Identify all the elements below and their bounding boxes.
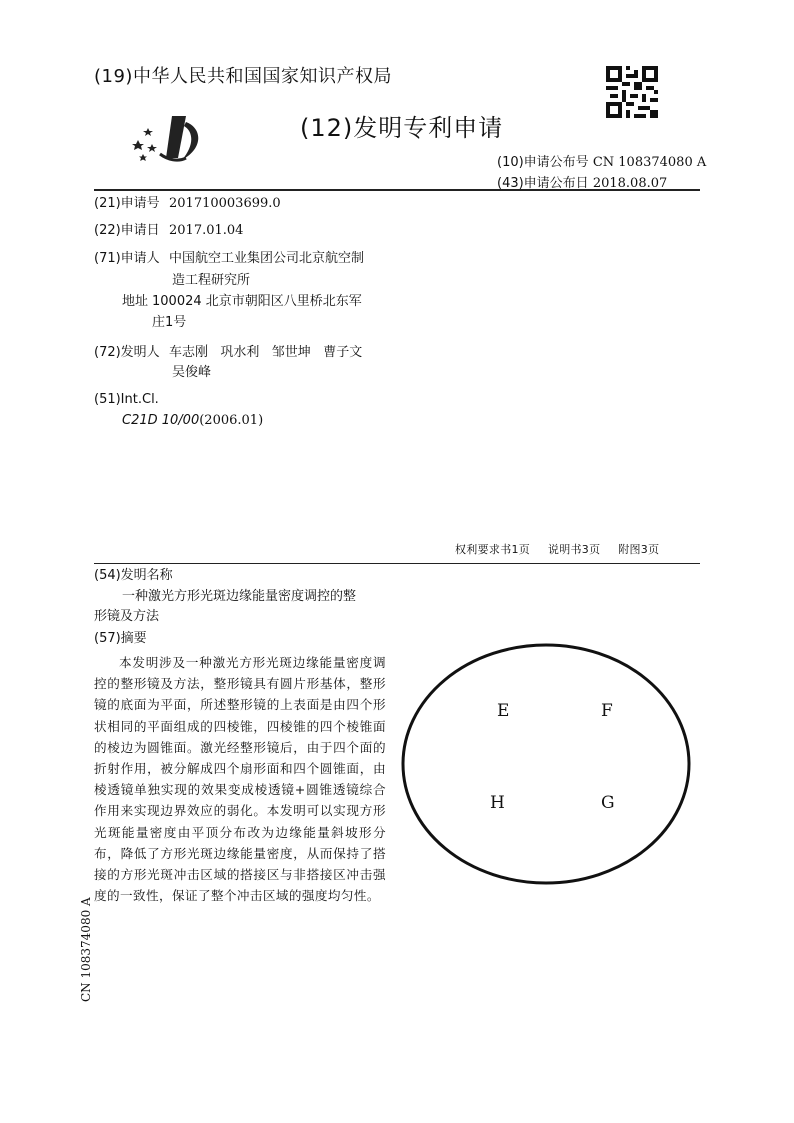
inventors-line1: 车志刚 巩水利 邹世坤 曹子文 <box>169 345 363 360</box>
address-line1: 100024 北京市朝阳区八里桥北东军 <box>152 294 362 309</box>
intcl-row <box>122 410 263 432</box>
address-label: 地址 <box>122 294 149 309</box>
publication-date-label: (43)申请公布日 <box>497 176 589 191</box>
application-number-row <box>94 193 281 215</box>
intcl-version: (2006.01) <box>199 413 264 428</box>
inventors-label: (72)发明人 <box>94 345 160 360</box>
document-type-title: (12)发明专利申请 <box>300 114 504 142</box>
office-name: (19)中华人民共和国国家知识产权局 <box>94 66 392 87</box>
abstract-label: (57)摘要 <box>94 631 147 646</box>
publication-number: CN 108374080 A <box>592 155 707 170</box>
inventors-row <box>94 342 362 364</box>
figure-label-g: G <box>601 793 615 813</box>
inventors-line2: 吴俊峰 <box>172 365 212 380</box>
side-publication-number <box>66 890 100 1000</box>
application-number-label: (21)申请号 <box>94 196 160 211</box>
claims-pages: 权利要求书1页 <box>455 543 531 556</box>
office-logo-icon <box>128 108 208 166</box>
abstract-figure <box>400 640 700 900</box>
side-publication-number-text: CN 108374080 A <box>79 897 93 1002</box>
publication-number-row <box>497 151 706 170</box>
application-date-row <box>94 220 243 242</box>
intcl-code: C21D 10/00 <box>122 413 200 428</box>
abstract-text: 本发明涉及一种激光方形光斑边缘能量密度调控的整形镜及方法，整形镜具有圆片形基体，整形镜的底面为平面，所述整形镜的上表面是由四个形状相同的平面组成的四棱锥，四棱锥的四个棱锥面的棱边为圆锥面。激光经整形镜后，由于四个面的折射作用，被分解成四个扇形面和四个圆锥面，由棱透镜单独实现的效果变成棱透镜+圆锥透镜综合作用来实现边界效应的弱化。本发明可以实现方形光斑能量密度由平顶分布改为边缘能量斜坡形分布，降低了方形光斑边缘能量密度，从而保持了搭接的方形光斑冲击区域的搭接区与非搭接区冲击强度的一致性，保证了整个冲击区域的强度均匀性。 <box>94 655 386 904</box>
application-date: 2017.01.04 <box>169 223 244 238</box>
address-row <box>122 291 362 313</box>
header-divider <box>94 189 700 191</box>
application-number: 201710003699.0 <box>169 196 281 211</box>
invention-title-line2: 形镜及方法 <box>94 609 160 624</box>
invention-title-label: (54)发明名称 <box>94 568 173 583</box>
publication-date: 2018.08.07 <box>592 176 668 191</box>
applicant-label: (71)申请人 <box>94 251 160 266</box>
applicant-name-line1: 中国航空工业集团公司北京航空制 <box>169 251 365 266</box>
intcl-label: (51)Int.Cl. <box>94 392 159 407</box>
description-pages: 说明书3页 <box>547 543 601 556</box>
figure-label-h: H <box>490 793 505 813</box>
drawings-pages: 附图3页 <box>618 543 660 556</box>
application-date-label: (22)申请日 <box>94 223 160 238</box>
figure-label-f: F <box>601 701 613 721</box>
applicant-row <box>94 248 364 270</box>
qr-code-icon <box>606 66 658 118</box>
address-line2: 庄1号 <box>152 315 187 330</box>
applicant-name-line2: 造工程研究所 <box>172 273 251 288</box>
lens-outline-circle <box>403 645 689 883</box>
page-counts <box>455 541 673 557</box>
figure-label-e: E <box>497 701 510 721</box>
section-divider <box>94 563 700 564</box>
publication-number-label: (10)申请公布号 <box>497 155 589 170</box>
invention-title-line1: 一种激光方形光斑边缘能量密度调控的整 <box>122 589 357 604</box>
